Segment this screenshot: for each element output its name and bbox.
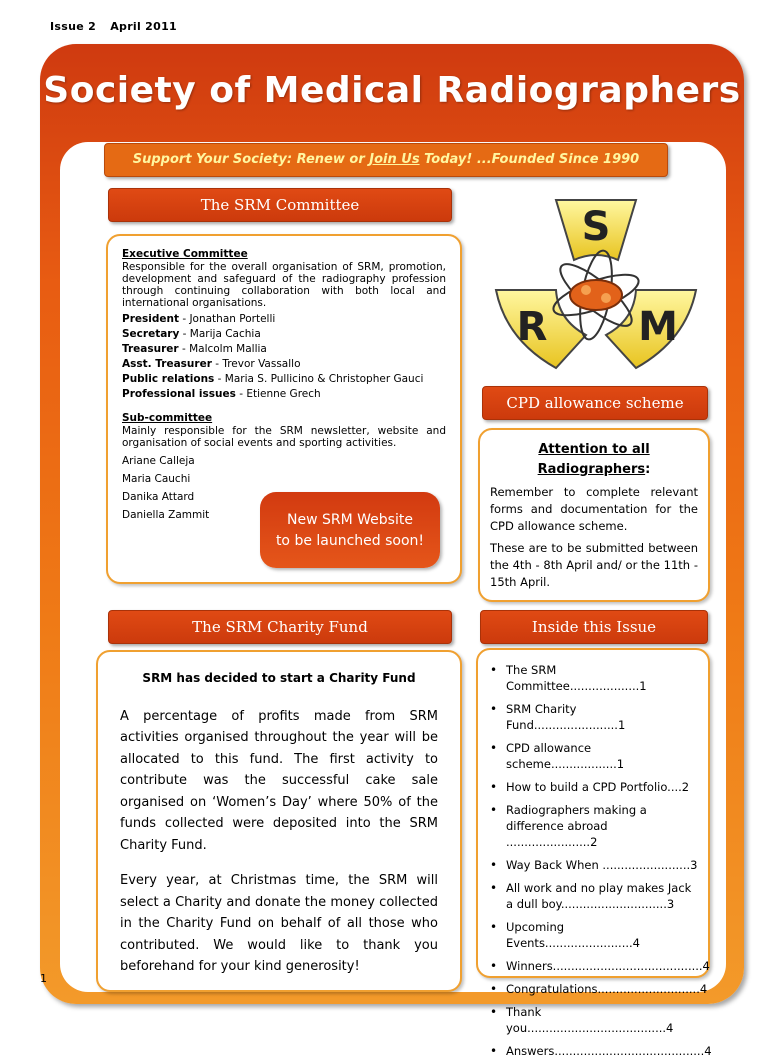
- svg-text:M: M: [638, 304, 678, 350]
- charity-paragraph: Every year, at Christmas time, the SRM will select a Charity and donate the money collected in the Charity Fund on behalf of all those who contributed. We would like to thank you beforehand for your kind generosity!: [120, 873, 438, 974]
- charity-title: SRM has decided to start a Charity Fund: [142, 671, 416, 685]
- role-item: Secretary - Marija Cachia: [122, 328, 261, 340]
- svg-text:R: R: [516, 304, 548, 350]
- issue-number: Issue 2: [50, 20, 97, 33]
- cpd-heading: CPD allowance scheme: [482, 386, 708, 420]
- exec-committee-desc: Responsible for the overall organisation of SRM, promotion, development and safeguard of the radiography profession through continuing collaboration with both local and international organisations.: [122, 261, 446, 309]
- cpd-dates: These are to be submitted between the 4th - 8th April and/ or the 11th - 15th April.: [490, 541, 698, 589]
- membership-banner: Support Your Society: Renew or Join Us Today! ...Founded Since 1990: [104, 143, 668, 177]
- contents-heading: Inside this Issue: [480, 610, 708, 644]
- cpd-box: [478, 428, 710, 602]
- issue-date: April 2011: [110, 20, 178, 33]
- charity-heading: The SRM Charity Fund: [108, 610, 452, 644]
- contents-item[interactable]: • Winners.........................................4: [486, 958, 698, 974]
- contents-item[interactable]: • SRM Charity Fund.......................1: [486, 701, 698, 733]
- attention-heading: Attention to all Radiographers:: [537, 442, 651, 477]
- svg-text:S: S: [581, 204, 611, 250]
- role-item: Public relations - Maria S. Pullicino & Christopher Gauci: [122, 373, 424, 385]
- sub-committee-title: Sub-committee: [122, 412, 213, 424]
- contents-item[interactable]: • Congratulations............................4: [486, 981, 698, 997]
- member-item: Maria Cauchi: [122, 473, 191, 485]
- role-item: President - Jonathan Portelli: [122, 313, 276, 325]
- role-item: Treasurer - Malcolm Mallia: [122, 343, 267, 355]
- sub-committee-desc: Mainly responsible for the SRM newsletter, website and organisation of social events and sporting activities.: [122, 425, 446, 449]
- role-item: Professional issues - Etienne Grech: [122, 388, 321, 400]
- contents-item[interactable]: • Way Back When ........................3: [486, 857, 698, 873]
- charity-box: [96, 650, 462, 992]
- page-number: 1: [40, 972, 47, 985]
- contents-item[interactable]: • The SRM Committee...................1: [486, 662, 698, 694]
- srm-logo: [486, 190, 706, 375]
- contents-item[interactable]: • All work and no play makes Jack a dull boy.............................3: [486, 880, 698, 912]
- website-callout: New SRM Website to be launched soon!: [260, 492, 440, 568]
- role-item: Asst. Treasurer - Trevor Vassallo: [122, 358, 301, 370]
- roles-list: [122, 313, 446, 400]
- member-item: Daniella Zammit: [122, 509, 210, 521]
- contents-item[interactable]: • Upcoming Events........................4: [486, 919, 698, 951]
- contents-item[interactable]: • Answers.........................................4: [486, 1043, 698, 1059]
- newsletter-title: Society of Medical Radiographers: [43, 70, 741, 111]
- cpd-reminder: Remember to complete relevant forms and documentation for the CPD allowance scheme.: [490, 485, 698, 533]
- charity-paragraph: A percentage of profits made from SRM activities organised throughout the year will be allocated to this fund. The first activity to contribute was the successful cake sale organised on ‘Women’s Day’ where 50% of the funds collected were deposited into the SRM Charity Fund.: [120, 708, 438, 853]
- contents-item[interactable]: • Thank you......................................4: [486, 1004, 698, 1036]
- committee-heading: The SRM Committee: [108, 188, 452, 222]
- join-us-link[interactable]: Join Us: [369, 152, 420, 167]
- logo-s-blade: [556, 200, 636, 260]
- contents-item[interactable]: • Radiographers making a difference abroad .......................2: [486, 802, 698, 850]
- member-item: Danika Attard: [122, 491, 195, 503]
- exec-committee-title: Executive Committee: [122, 248, 248, 260]
- contents-box: [476, 648, 712, 1058]
- member-item: Ariane Calleja: [122, 455, 195, 467]
- contents-list: [486, 662, 712, 1059]
- contents-item[interactable]: • CPD allowance scheme..................1: [486, 740, 698, 772]
- issue-header: [50, 20, 187, 33]
- contents-item[interactable]: • How to build a CPD Portfolio....2: [486, 779, 698, 795]
